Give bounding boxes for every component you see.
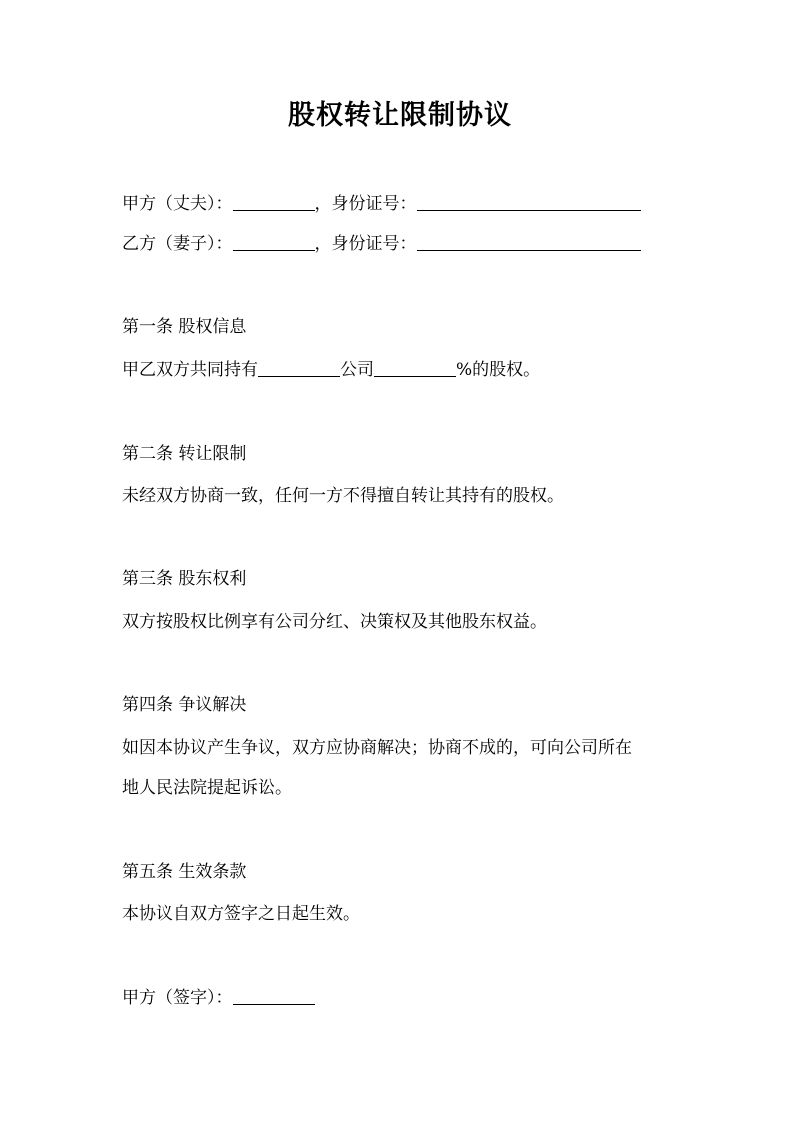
article-2-heading: 第二条 转让限制 — [122, 444, 247, 464]
party-b-line — [122, 232, 641, 256]
equity-percent-blank[interactable] — [374, 358, 456, 377]
signature-line — [122, 986, 315, 1010]
article-4-heading: 第四条 争议解决 — [122, 695, 247, 715]
article-1-heading: 第一条 股权信息 — [122, 317, 247, 337]
signature-blank[interactable] — [233, 986, 315, 1005]
party-b-id-label: ，身份证号： — [314, 234, 417, 254]
party-b-name-blank[interactable] — [233, 232, 315, 251]
article-4-text-line1: 如因本协议产生争议，双方应协商解决；协商不成的，可向公司所在 — [122, 738, 632, 758]
article-3-heading: 第三条 股东权利 — [122, 569, 247, 589]
article-4-text-line2: 地人民法院提起诉讼。 — [122, 778, 292, 798]
document-title: 股权转让限制协议 — [288, 100, 512, 131]
article-3-text: 双方按股权比例享有公司分红、决策权及其他股东权益。 — [122, 612, 547, 632]
article-1-text — [122, 358, 540, 382]
party-a-label: 甲方（丈夫）： — [122, 194, 233, 214]
party-b-label: 乙方（妻子）： — [122, 234, 233, 254]
company-name-blank[interactable] — [258, 358, 340, 377]
article-5-text: 本协议自双方签字之日起生效。 — [122, 904, 360, 924]
article-5-heading: 第五条 生效条款 — [122, 862, 247, 882]
article-1-text-mid: 公司 — [340, 360, 374, 380]
article-2-text: 未经双方协商一致，任何一方不得擅自转让其持有的股权。 — [122, 486, 564, 506]
party-a-line — [122, 192, 641, 216]
party-b-id-blank[interactable] — [417, 232, 641, 251]
party-a-id-blank[interactable] — [417, 192, 641, 211]
article-1-text-before: 甲乙双方共同持有 — [122, 360, 258, 380]
signature-label: 甲方（签字）： — [122, 988, 233, 1008]
party-a-id-label: ，身份证号： — [314, 194, 417, 214]
article-1-text-after: %的股权。 — [456, 360, 541, 380]
party-a-name-blank[interactable] — [233, 192, 315, 211]
